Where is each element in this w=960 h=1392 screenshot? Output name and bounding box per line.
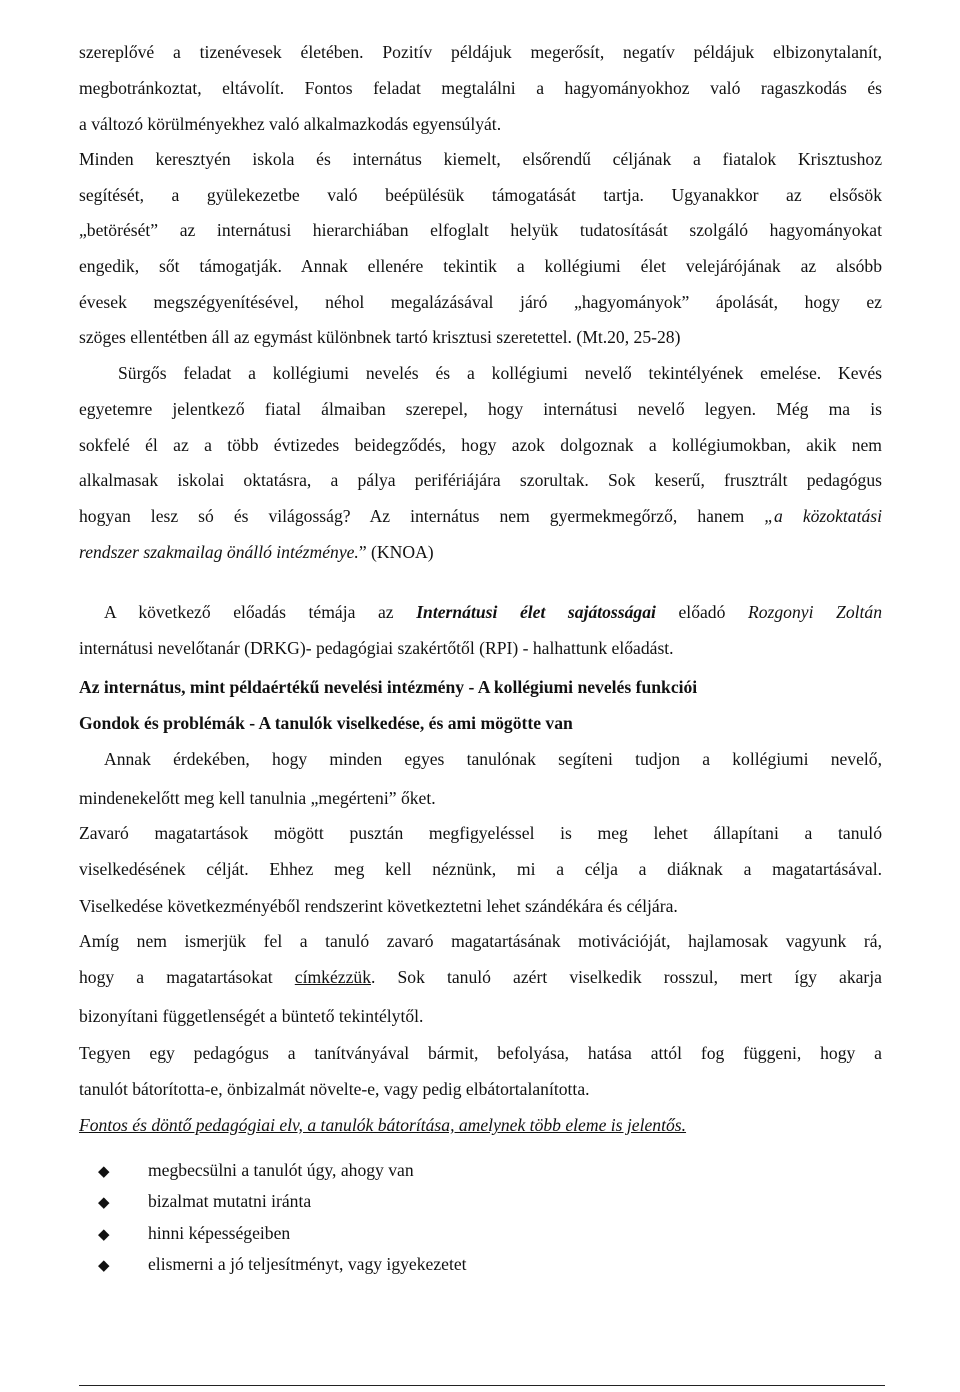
body-line: [79, 960, 882, 996]
body-line: Sürgős feladat a kollégiumi nevelés és a kollégiumi nevelő tekintélyének emelése. Kevés: [118, 363, 882, 383]
list-item-text: elismerni a jó teljesítményt, vagy igyekezetet: [148, 1253, 467, 1274]
body-line: bizonyítani függetlenségét a büntető tekintélytől.: [79, 1006, 424, 1026]
body-line: Annak érdekében, hogy minden egyes tanulónak segíteni tudjon a kollégiumi nevelő,: [104, 749, 882, 769]
lecture-intro-line: [104, 595, 882, 631]
body-line: viselkedésének célját. Ehhez meg kell néznünk, mi a célja a diáknak a magatartásával.: [79, 859, 882, 879]
italic-quote: rendszer szakmailag önálló intézménye.: [79, 542, 359, 562]
body-line: évesek megszégyenítésével, néhol megalázásával járó „hagyományok” ápolását, hogy ez: [79, 292, 882, 312]
body-line: sokfelé él az a több évtizedes beidegződés, hogy azok dolgoznak a kollégiumokban, akik nem: [79, 435, 882, 455]
body-line: [79, 499, 882, 535]
list-item-text: bizalmat mutatni iránta: [148, 1191, 312, 1212]
list-item: [98, 1186, 467, 1217]
lecture-title: Internátusi élet sajátosságai: [416, 602, 656, 622]
body-line: engedik, sőt támogatják. Annak ellenére tekintik a kollégiumi élet velejárójának az alsóbb: [79, 256, 882, 276]
text-run: A következő előadás témája az: [104, 602, 417, 622]
body-line: Tegyen egy pedagógus a tanítványával bármit, befolyása, hatása attól fog függeni, hogy a: [79, 1043, 882, 1063]
diamond-bullet-icon: ◆: [98, 1195, 110, 1212]
body-line: egyetemre jelentkező fiatal álmaiban szerepel, hogy internátusi nevelő legyen. Még ma is: [79, 399, 882, 419]
body-line: internátusi nevelőtanár (DRKG)- pedagógiai szakértőtől (RPI) - halhattunk előadást.: [79, 638, 674, 658]
underlined-term: címkézzük: [294, 967, 371, 987]
body-line: mindenekelőtt meg kell tanulnia „megérteni” őket.: [79, 788, 436, 808]
diamond-bullet-icon: ◆: [98, 1164, 110, 1180]
text-run: . Sok tanuló azért viselkedik rosszul, mert így akarja: [371, 967, 882, 987]
text-run: előadó: [655, 602, 748, 622]
body-line: „betörését” az internátusi hierarchiában elfoglalt helyük tudatosítását szolgáló hagyományokat: [79, 220, 882, 240]
list-item-text: hinni képességeiben: [148, 1222, 291, 1243]
lecturer-name: Rozgonyi Zoltán: [747, 602, 882, 622]
text-run: hogy a magatartásokat: [79, 967, 295, 987]
text-run: hogyan lesz só és világosság? Az internátus nem gyermekmegőrző, hanem: [79, 506, 765, 526]
body-line: Zavaró magatartások mögött pusztán megfigyeléssel is meg lehet állapítani a tanuló: [79, 823, 882, 843]
diamond-bullet-icon: ◆: [98, 1257, 110, 1274]
body-line: megbotránkoztat, eltávolít. Fontos feladat megtalálni a hagyományokhoz való ragaszkodás és: [79, 78, 882, 98]
section-heading: Az internátus, mint példaértékű nevelési intézmény - A kollégiumi nevelés funkciói: [79, 677, 698, 697]
list-item: [98, 1155, 467, 1186]
body-line: segítését, a gyülekezetbe való beépülésük támogatását tartja. Ugyanakkor az elsősök: [79, 185, 882, 205]
list-item: [98, 1218, 467, 1249]
text-run: ” (KNOA): [358, 542, 434, 562]
body-line: szereplővé a tizenévesek életében. Pozitív példájuk megerősít, negatív példájuk elbizonytalanít,: [79, 42, 882, 62]
encouragement-list: [98, 1155, 467, 1280]
italic-quote: „a közoktatási: [764, 506, 882, 526]
body-line: tanulót bátorította-e, önbizalmát növelte-e, vagy pedig elbátortalanította.: [79, 1079, 590, 1099]
body-line: Minden keresztyén iskola és internátus kiemelt, elsőrendű céljának a fiatalok Krisztushoz: [79, 149, 882, 169]
body-line: szöges ellentétben áll az egymást különbnek tartó krisztusi szeretettel. (Mt.20, 25-28): [79, 327, 681, 347]
body-line: a változó körülményekhez való alkalmazkodás egyensúlyát.: [79, 114, 502, 134]
body-line: alkalmasak iskolai oktatásra, a pálya perifériájára szorultak. Sok keserű, frusztrált pedagógus: [79, 470, 882, 490]
section-heading: Gondok és problémák - A tanulók viselkedése, és ami mögötte van: [79, 713, 573, 733]
list-item: [98, 1249, 467, 1280]
body-line: Viselkedése következményéből rendszerint következtetni lehet szándékára és céljára.: [79, 896, 678, 916]
body-line: [79, 535, 434, 571]
list-item-text: megbecsülni a tanulót úgy, ahogy van: [148, 1160, 414, 1180]
diamond-bullet-icon: ◆: [98, 1226, 110, 1243]
principle-heading: Fontos és döntő pedagógiai elv, a tanulók bátorítása, amelynek több eleme is jelentős.: [79, 1115, 687, 1135]
body-line: Amíg nem ismerjük fel a tanuló zavaró magatartásának motivációját, hajlamosak vagyunk rá,: [79, 931, 882, 951]
footer-divider: [79, 1385, 885, 1386]
